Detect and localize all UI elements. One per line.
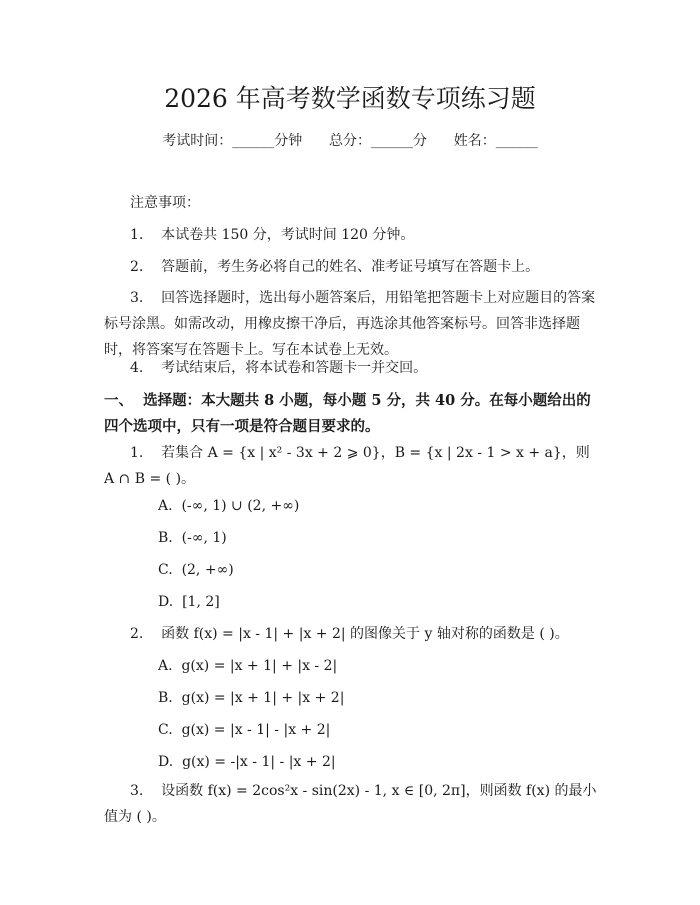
note-item-2: 2. 答题前，考生务必将自己的姓名、准考证号填写在答题卡上。 [130,259,540,275]
note-item-1: 1. 本试卷共 150 分，考试时间 120 分钟。 [130,227,415,243]
question-2-stem: 2. 函数 f(x) = |x - 1| + |x + 2| 的图像关于 y 轴对称的函数是 ( )。 [130,626,569,642]
section-1-heading: 一、 选择题：本大题共 8 小题，每小题 5 分，共 40 分。在每小题给出的四个选项中，只有一项是符合题目要求的。 [104,392,591,435]
exam-meta-line: 考试时间：______分钟 总分：______分 姓名：______ [162,133,538,149]
note-item-4: 4. 考试结束后，将本试卷和答题卡一并交回。 [130,360,428,376]
question-2-option-d: D. g(x) = -|x - 1| - |x + 2| [158,754,336,770]
question-2-option-c: C. g(x) = |x - 1| - |x + 2| [158,722,331,738]
question-1-option-b: B. (-∞, 1) [158,530,227,546]
page-title: 2026 年高考数学函数专项练习题 [164,84,536,113]
question-3-stem: 3. 设函数 f(x) = 2cos²x - sin(2x) - 1, x ∈ [0, 2π]，则函数 f(x) 的最小值为 ( )。 [104,783,597,825]
question-1-option-c: C. (2, +∞) [158,562,234,578]
question-2-option-a: A. g(x) = |x + 1| + |x - 2| [158,658,338,674]
question-1-option-d: D. [1, 2] [158,594,220,610]
question-1-option-a: A. (-∞, 1) ∪ (2, +∞) [158,498,300,514]
note-item-3: 3. 回答选择题时，选出每小题答案后，用铅笔把答题卡上对应题目的答案标号涂黑。如需改动，用橡皮擦干净后，再选涂其他答案标号。回答非选择题时，将答案写在答题卡上。写在本试卷上无效。 [104,290,596,358]
question-1-stem: 1. 若集合 A = {x | x² - 3x + 2 ⩾ 0}，B = {x | 2x - 1 > x + a}，则 A ∩ B = ( )。 [104,445,590,487]
question-2-option-b: B. g(x) = |x + 1| + |x + 2| [158,690,345,706]
notes-heading: 注意事项： [130,195,200,211]
